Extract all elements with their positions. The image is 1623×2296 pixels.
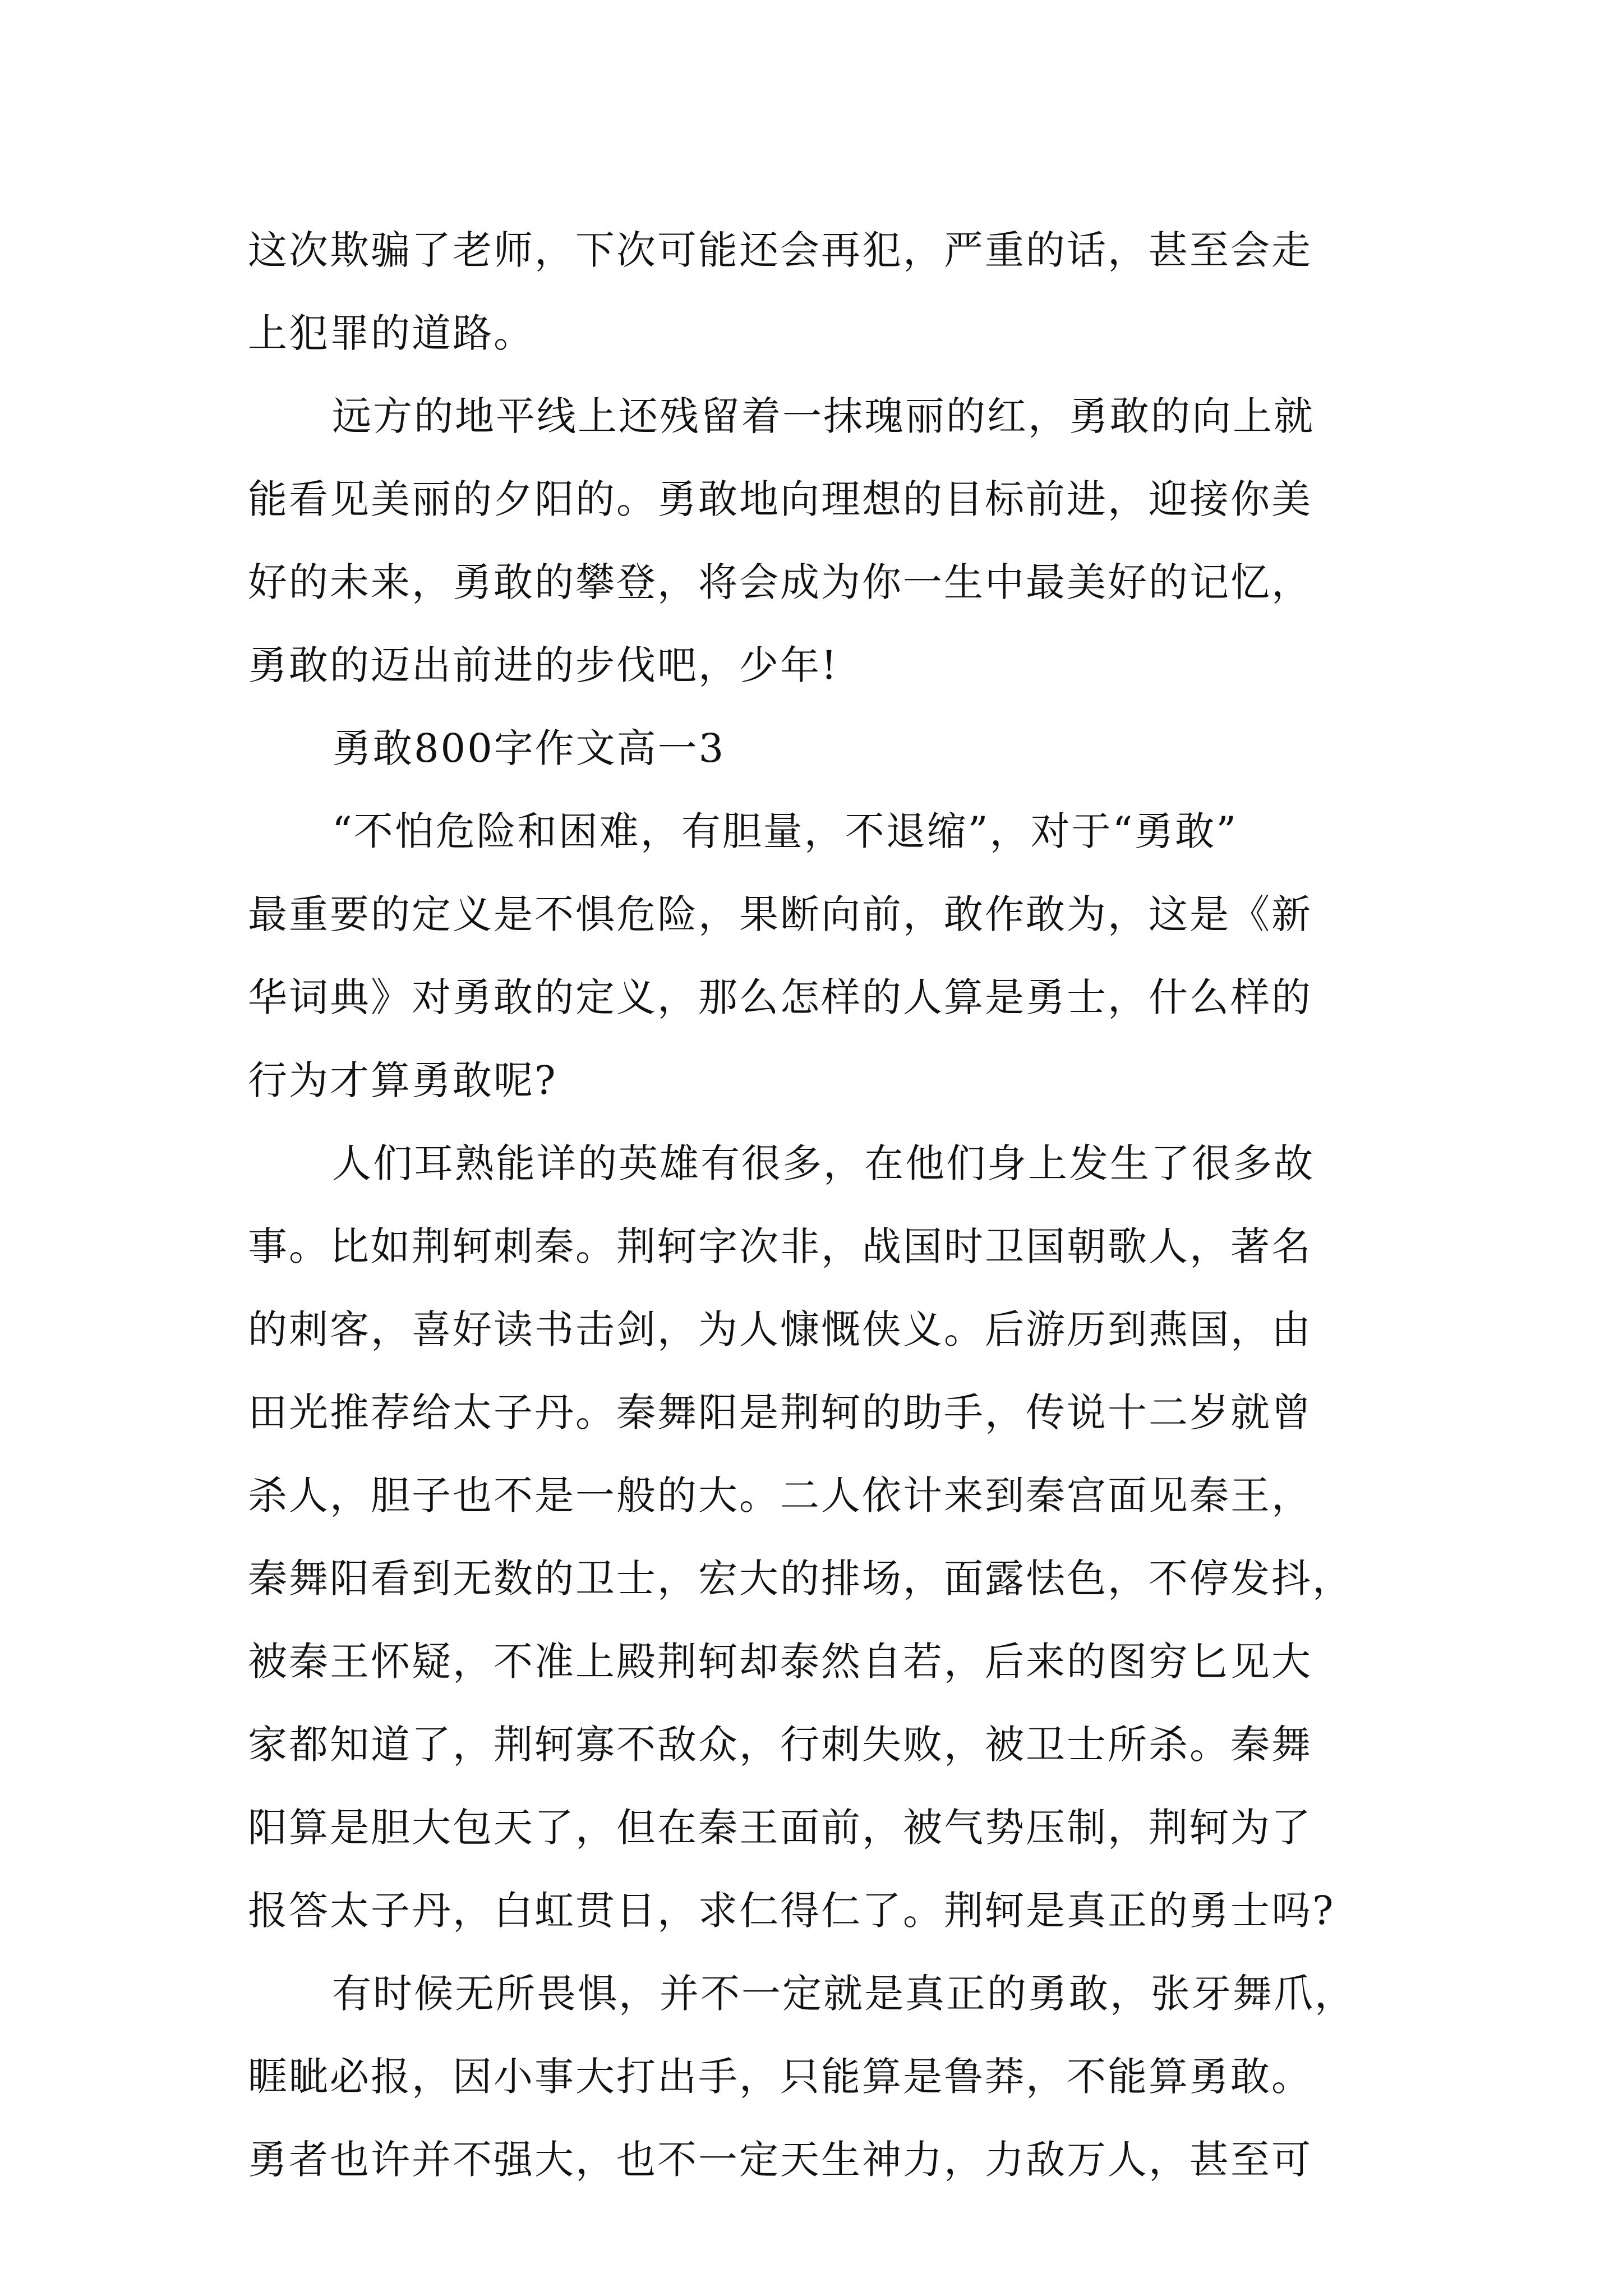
text-line: 最重要的定义是不惧危险，果断向前，敢作敢为，这是《新 [248, 891, 1312, 937]
text-line: 好的未来，勇敢的攀登，将会成为你一生中最美好的记忆， [248, 559, 1312, 605]
paragraph-start-line: “不怕危险和困难，有胆量，不退缩”，对于“勇敢” [332, 808, 1238, 854]
text-line: 行为才算勇敢呢? [248, 1057, 557, 1103]
text-line: 田光推荐给太子丹。秦舞阳是荆轲的助手，传说十二岁就曾 [248, 1389, 1312, 1435]
text-line: 睚眦必报，因小事大打出手，只能算是鲁莽，不能算勇敢。 [248, 2054, 1312, 2100]
text-line: 杀人，胆子也不是一般的大。二人依计来到秦宫面见秦王， [248, 1473, 1312, 1519]
text-line: 被秦王怀疑，不准上殿荆轲却泰然自若，后来的图穷匕见大 [248, 1639, 1312, 1685]
paragraph-start-line: 远方的地平线上还残留着一抹瑰丽的红，勇敢的向上就 [332, 393, 1315, 439]
text-line: 报答太子丹，白虹贯日，求仁得仁了。荆轲是真正的勇士吗? [248, 1888, 1335, 1934]
essay-text [248, 209, 1398, 2201]
text-line: 这次欺骗了老师，下次可能还会再犯，严重的话，甚至会走 [248, 227, 1312, 273]
paragraph-start-line: 有时候无所畏惧，并不一定就是真正的勇敢，张牙舞爪， [332, 1971, 1355, 2017]
text-line: 勇者也许并不强大，也不一定天生神力，力敌万人，甚至可 [248, 2137, 1312, 2183]
section-heading: 勇敢800字作文高一3 [332, 725, 726, 771]
text-line: 勇敢的迈出前进的步伐吧，少年! [248, 642, 839, 688]
text-line: 家都知道了，荆轲寡不敌众，行刺失败，被卫士所杀。秦舞 [248, 1722, 1312, 1768]
text-line: 华词典》对勇敢的定义，那么怎样的人算是勇士，什么样的 [248, 974, 1312, 1020]
paragraph-start-line: 人们耳熟能详的英雄有很多，在他们身上发生了很多故 [332, 1140, 1315, 1186]
text-line: 的刺客，喜好读书击剑，为人慷慨侠义。后游历到燕国，由 [248, 1306, 1312, 1352]
text-line: 能看见美丽的夕阳的。勇敢地向理想的目标前进，迎接你美 [248, 476, 1312, 522]
text-line: 阳算是胆大包天了，但在秦王面前，被气势压制，荆轲为了 [248, 1805, 1312, 1851]
text-line: 秦舞阳看到无数的卫士，宏大的排场，面露怯色，不停发抖， [248, 1556, 1353, 1602]
text-line: 上犯罪的道路。 [248, 310, 534, 356]
text-line: 事。比如荆轲刺秦。荆轲字次非，战国时卫国朝歌人，著名 [248, 1223, 1312, 1269]
